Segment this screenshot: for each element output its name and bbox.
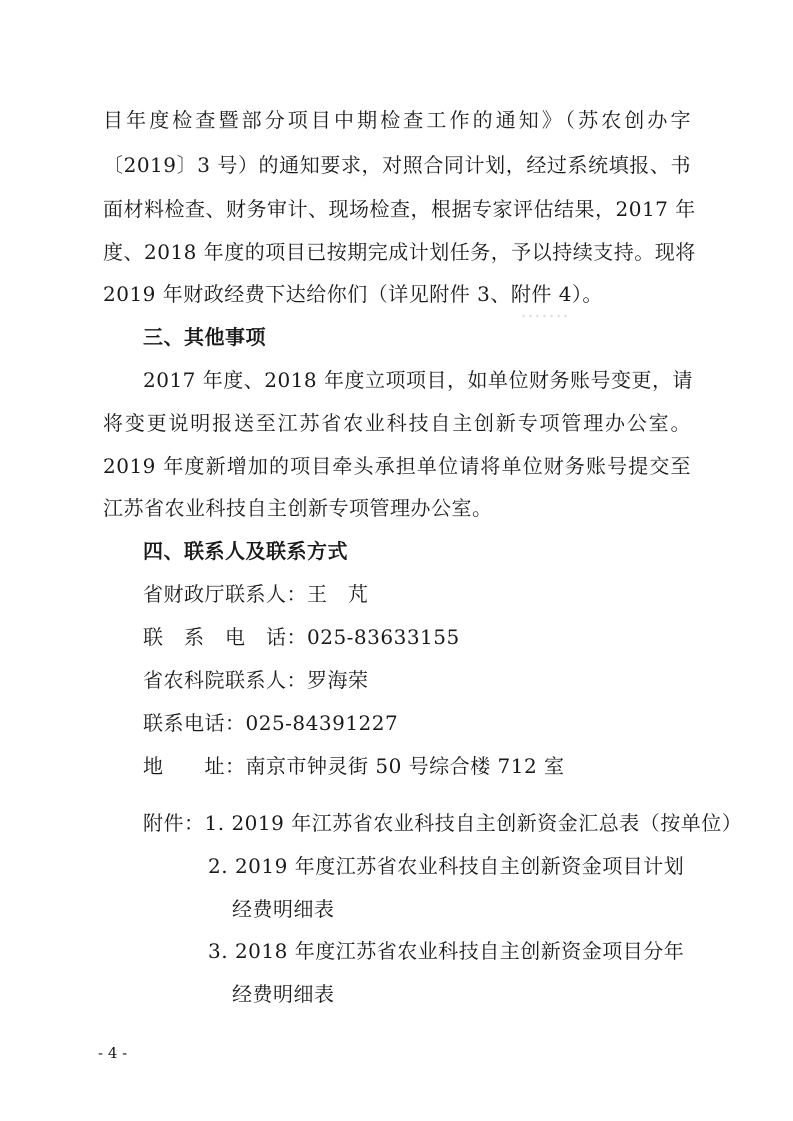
paragraph-line: 面材料检查、财务审计、现场检查，根据专家评估结果，2017 年 [103,197,696,221]
paragraph-line: 目年度检查暨部分项目中期检查工作的通知》（苏农创办字 [103,108,691,132]
attachment-line: 3. 2018 年度江苏省农业科技自主创新资金项目分年 [208,939,685,963]
paragraph-line: 2019 年度新增加的项目牵头承担单位请将单位财务账号提交至 [103,454,691,478]
scan-speck [520,314,570,318]
contact-line: 地 址：南京市钟灵街 50 号综合楼 712 室 [143,754,565,778]
contact-line: 省农科院联系人：罗海荣 [143,668,369,692]
attachment-line: 经费明细表 [232,982,335,1006]
contact-line: 联系电话：025-84391227 [143,711,399,735]
attachment-line: 经费明细表 [232,897,335,921]
paragraph-line: 江苏省农业科技自主创新专项管理办公室。 [103,496,493,520]
paragraph-line: 〔2019〕3 号）的通知要求，对照合同计划，经过系统填报、书 [103,153,691,177]
paragraph-line: 2019 年财政经费下达给你们（详见附件 3、附件 4）。 [103,282,603,306]
paragraph-line: 将变更说明报送至江苏省农业科技自主创新专项管理办公室。 [103,411,691,435]
page-number: - 4 - [98,1044,128,1062]
section-heading: 四、联系人及联系方式 [143,539,348,563]
attachment-line: 附件：1. 2019 年江苏省农业科技自主创新资金汇总表（按单位） [143,811,743,835]
attachment-line: 2. 2019 年度江苏省农业科技自主创新资金项目计划 [208,854,685,878]
paragraph-line: 2017 年度、2018 年度立项项目，如单位财务账号变更，请 [143,368,694,392]
paragraph-line: 度、2018 年度的项目已按期完成计划任务，予以持续支持。现将 [103,240,696,264]
section-heading: 三、其他事项 [143,325,266,349]
contact-line: 省财政厅联系人：王 芃 [143,582,369,606]
contact-line: 联 系 电 话：025-83633155 [143,625,460,649]
